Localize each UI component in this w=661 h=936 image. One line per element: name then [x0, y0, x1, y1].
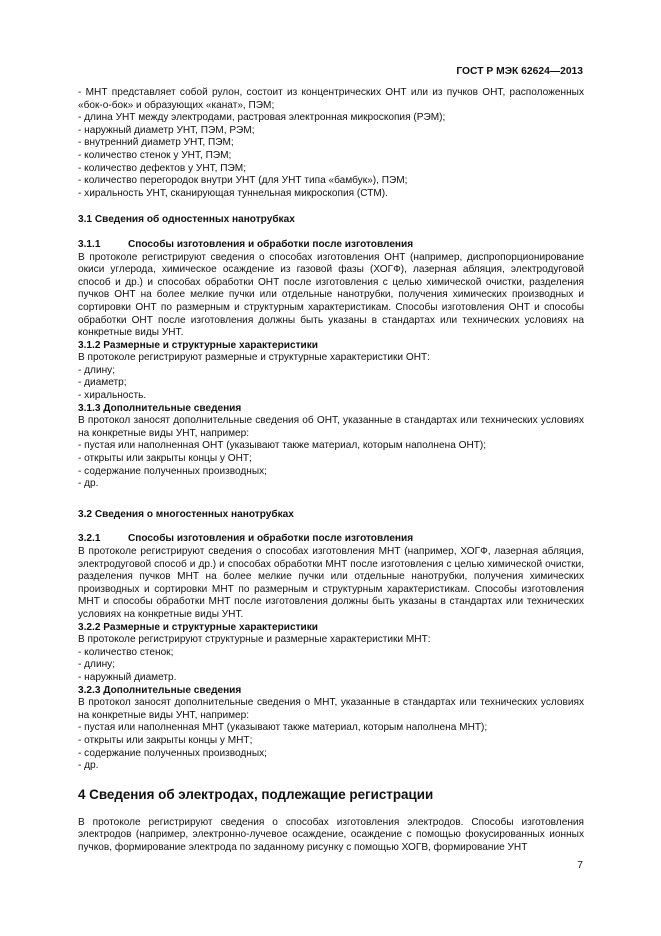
list-item: - наружный диаметр УНТ, ПЭМ, РЭМ; [78, 124, 255, 136]
list-item: - наружный диаметр. [78, 671, 177, 683]
intro-list [78, 112, 584, 200]
section-4-heading: 4 Сведения об электродах, подлежащие регистрации [78, 786, 434, 802]
section-3-1-3-heading: 3.1.3 Дополнительные сведения [78, 402, 242, 414]
section-number: 3.1.1 [78, 238, 101, 250]
list-item: - содержание полученных производных; [78, 465, 267, 477]
list-item: - внутренний диаметр УНТ, ПЭМ; [78, 137, 234, 149]
section-3-2-1-heading [78, 533, 584, 546]
list-item: - пустая или наполненная ОНТ (указывают также материал, которым наполнена ОНТ); [78, 440, 487, 452]
list-item: - количество стенок у УНТ, ПЭМ; [78, 149, 232, 161]
list-item: - др. [78, 478, 99, 490]
section-3-1-3-text: В протокол заносят дополнительные сведения об ОНТ, указанные в стандартах или технических условиях на конкретные виды УНТ, например: [78, 415, 584, 439]
list-item: - пустая или наполненная МНТ (указывают также материал, которым наполнена МНТ); [78, 722, 488, 734]
section-3-1-2-text: В протоколе регистрируют размерные и структурные характеристики ОНТ: [78, 352, 430, 364]
section-3-2-1-text: В протоколе регистрируют сведения о способах изготовления МНТ (например, ХОГФ, лазерная абляция, электродуговой способ и др.) и способах обработки МНТ после изготовления с целью химической очистки, разделения пучков МНТ на более мелкие пучки или отдельные нанотрубки, получения химических производных и сортировки МНТ по размерным и структурным характеристикам. Способы изготовления МНТ и способы обработки МНТ после изготовления должны быть указаны в стандартах или технических условиях на конкретные виды УНТ. [78, 546, 584, 620]
list-item: - открыты или закрыты концы у МНТ; [78, 734, 253, 746]
list-item: - диаметр; [78, 377, 127, 389]
section-3-1-heading: 3.1 Сведения об одностенных нанотрубках [78, 214, 295, 226]
section-3-2-2-text: В протоколе регистрируют структурные и размерные характеристики МНТ: [78, 634, 431, 646]
section-3-1-1-heading [78, 239, 584, 252]
section-3-1-1-text: В протоколе регистрируют сведения о способах изготовления ОНТ (например, диспропорционирование окиси углерода, химическое осаждение из газовой фазы (ХОГФ), лазерная абляция, электродуговой способ и др.) и способах обработки ОНТ после изготовления с целью химической очистки, разделения пучков ОНТ на более мелкие пучки или отдельные нанотрубки, получения химических производных и сортировки ОНТ по размерным и структурным характеристикам. Способы изготовления ОНТ и способы обработки ОНТ после изготовления должны быть указаны в стандартах или технических условиях на конкретные виды УНТ. [78, 251, 584, 339]
section-3-2-2-heading: 3.2.2 Размерные и структурные характеристики [78, 621, 318, 633]
list-item: - открыты или закрыты концы у ОНТ; [78, 453, 252, 465]
section-3-2-3-heading: 3.2.3 Дополнительные сведения [78, 684, 242, 696]
list-item: - хиральность УНТ, сканирующая туннельная микроскопия (СТМ). [78, 187, 388, 199]
page-content [78, 87, 584, 854]
section-4-text: В протоколе регистрируют сведения о способах изготовления электродов. Способы изготовления электродов (например, электронно-лучевое осаждение, осаждение с помощью фокусированных ионных пучков, формирование электрода по заданному рисунку с помощью ХОГВ, формирование УНТ [78, 816, 584, 853]
list-item: - количество стенок; [78, 646, 174, 658]
list-item: - длину; [78, 364, 116, 376]
section-3-1-2-heading: 3.1.2 Размерные и структурные характеристики [78, 339, 318, 351]
list-item: - содержание полученных производных; [78, 747, 267, 759]
section-title: Способы изготовления и обработки после изготовления [128, 238, 414, 250]
page-number: 7 [577, 860, 583, 871]
list-item: - количество дефектов у УНТ, ПЭМ; [78, 162, 246, 174]
list-item: - количество перегородок внутри УНТ (для УНТ типа «бамбук»), ПЭМ; [78, 175, 408, 187]
list-item: - хиральность. [78, 390, 147, 402]
list-item: - длину; [78, 659, 116, 671]
section-3-2-3-text: В протокол заносят дополнительные сведения о МНТ, указанные в стандартах или технических условиях на конкретные виды УНТ, например: [78, 697, 584, 721]
intro-item: - МНТ представляет собой рулон, состоит из концентрических ОНТ или из пучков ОНТ, расположенных «бок-о-бок» и образующих «канат», ПЭМ; [78, 87, 584, 111]
section-title: Способы изготовления и обработки после изготовления [128, 533, 414, 545]
section-3-2-heading: 3.2 Сведения о многостенных нанотрубках [78, 508, 294, 520]
list-item: - длина УНТ между электродами, растровая электронная микроскопия (РЭМ); [78, 112, 446, 124]
page-header: ГОСТ Р МЭК 62624—2013 [456, 66, 583, 77]
list-item: - др. [78, 760, 99, 772]
section-number: 3.2.1 [78, 533, 101, 545]
